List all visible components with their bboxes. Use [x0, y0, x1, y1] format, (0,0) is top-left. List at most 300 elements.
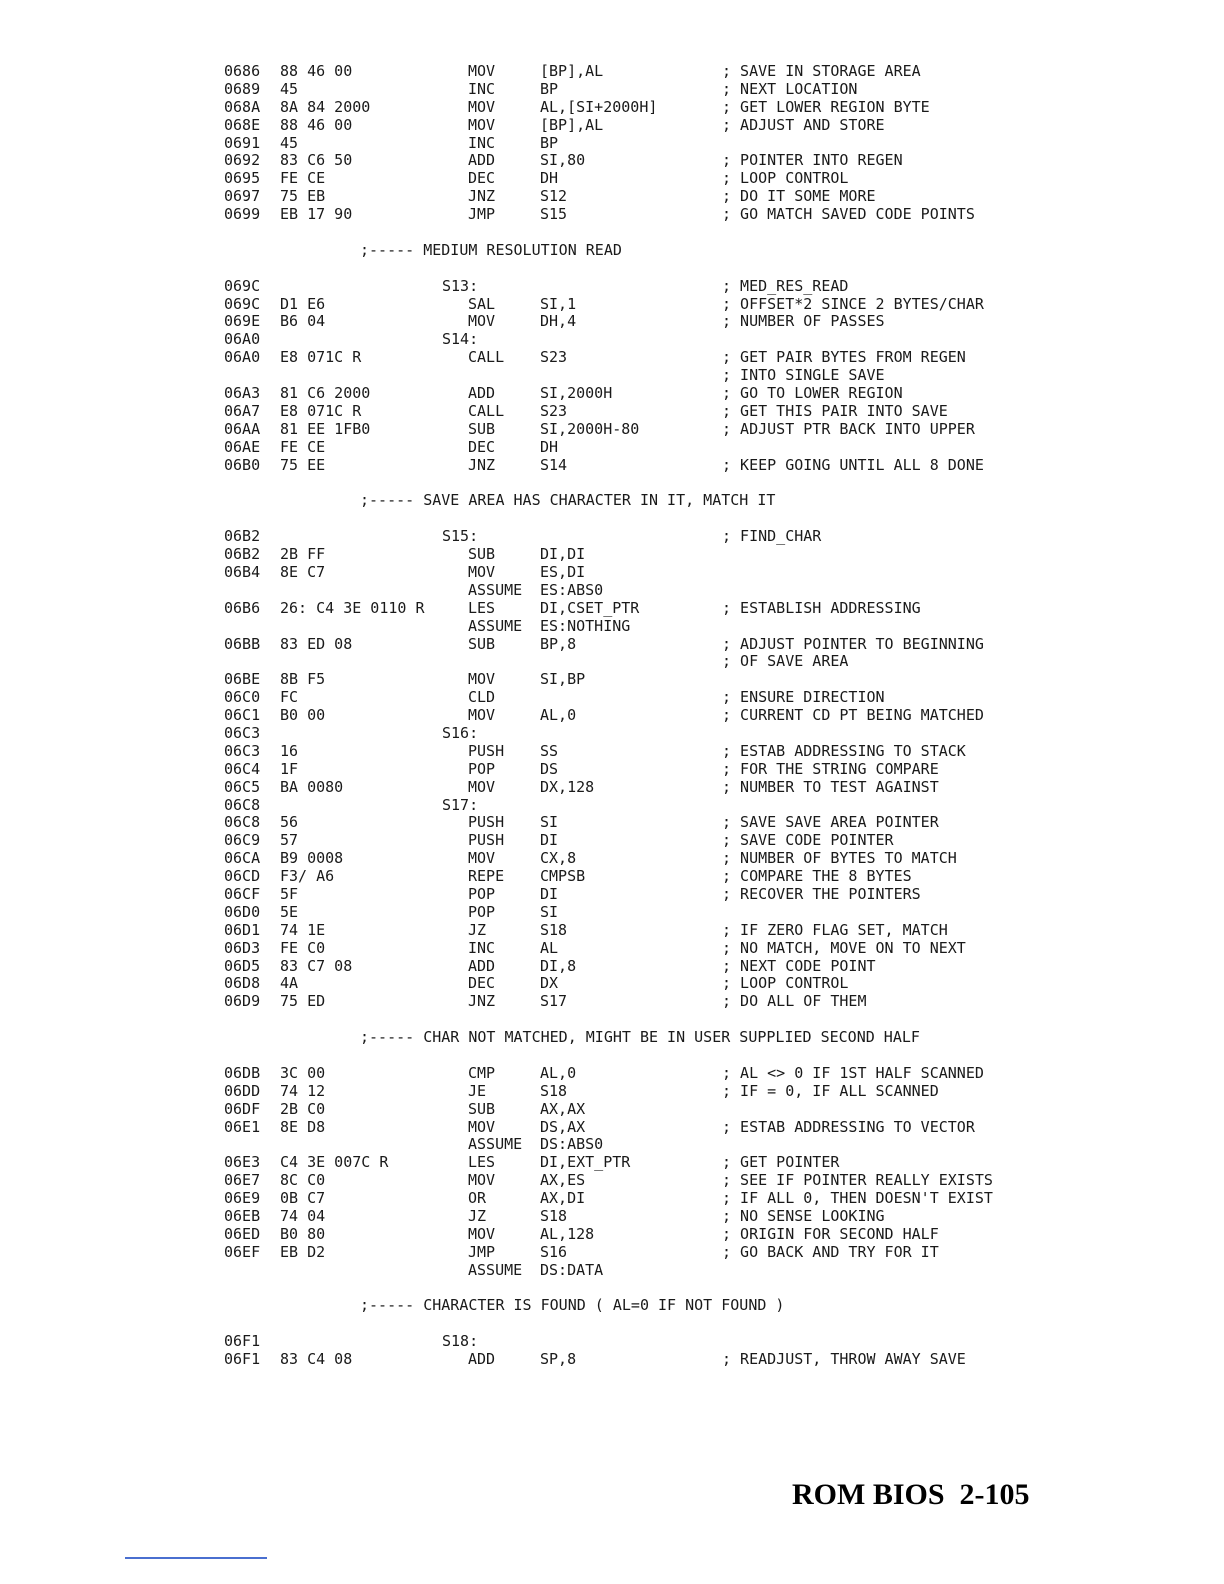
mnemonic: ASSUME — [468, 1260, 523, 1279]
mnemonic: CLD — [468, 688, 496, 707]
mnemonic: LES — [468, 598, 496, 617]
comment: ; POINTER INTO REGEN — [722, 151, 903, 170]
operands: DS — [540, 759, 559, 778]
blank-line — [224, 1280, 1004, 1298]
object-code: 5F — [280, 884, 299, 903]
code-line — [224, 349, 1004, 367]
address: 06CF — [224, 884, 261, 903]
operands: DX,128 — [540, 777, 595, 796]
code-line — [224, 653, 1004, 671]
object-code: 88 46 00 — [280, 62, 353, 80]
address: 06A3 — [224, 384, 261, 403]
address: 06BE — [224, 670, 261, 689]
code-line — [224, 278, 1004, 296]
section-header — [224, 492, 1004, 510]
comment: ; GET LOWER REGION BYTE — [722, 97, 930, 116]
operands: SI — [540, 902, 559, 921]
object-code: 74 12 — [280, 1081, 326, 1100]
code-line — [224, 81, 1004, 99]
address: 06B2 — [224, 527, 261, 546]
operands: BP — [540, 133, 559, 152]
mnemonic: ASSUME — [468, 580, 523, 599]
code-line — [224, 904, 1004, 922]
object-code: BA 0080 — [280, 777, 344, 796]
code-line — [224, 958, 1004, 976]
mnemonic: CMP — [468, 1063, 496, 1082]
code-line — [224, 367, 1004, 385]
code-line — [224, 1244, 1004, 1262]
operands: S12 — [540, 187, 568, 206]
operands: DI,8 — [540, 956, 577, 975]
blank-line — [224, 1047, 1004, 1065]
label: S16: — [442, 723, 479, 742]
operands: SI,2000H — [540, 384, 613, 403]
comment: ; GET THIS PAIR INTO SAVE — [722, 401, 948, 420]
object-code: 3C 00 — [280, 1063, 326, 1082]
object-code: 83 ED 08 — [280, 634, 353, 653]
object-code: E8 071C R — [280, 348, 362, 367]
address: 06CA — [224, 849, 261, 868]
mnemonic: LES — [468, 1153, 496, 1172]
code-line — [224, 135, 1004, 153]
operands: DI,DI — [540, 545, 586, 564]
section-title: ;----- CHARACTER IS FOUND ( AL=0 IF NOT FOUND ) — [360, 1296, 785, 1315]
operands: SI,BP — [540, 670, 586, 689]
blank-line — [224, 1011, 1004, 1029]
address: 06D3 — [224, 938, 261, 957]
object-code: 8B F5 — [280, 670, 326, 689]
object-code: 45 — [280, 133, 299, 152]
object-code: 2B FF — [280, 545, 326, 564]
address: 06C3 — [224, 723, 261, 742]
code-line — [224, 564, 1004, 582]
operands: S18 — [540, 1081, 568, 1100]
address: 06D8 — [224, 974, 261, 993]
object-code: 0B C7 — [280, 1189, 326, 1208]
object-code: C4 3E 007C R — [280, 1153, 389, 1172]
mnemonic: POP — [468, 884, 496, 903]
mnemonic: PUSH — [468, 813, 505, 832]
object-code: 4A — [280, 974, 299, 993]
code-line — [224, 1154, 1004, 1172]
code-line — [224, 188, 1004, 206]
address: 06ED — [224, 1224, 261, 1243]
code-line — [224, 779, 1004, 797]
section-title: ;----- SAVE AREA HAS CHARACTER IN IT, MATCH IT — [360, 491, 776, 510]
mnemonic: SUB — [468, 634, 496, 653]
comment: ; OF SAVE AREA — [722, 652, 849, 671]
object-code: 45 — [280, 79, 299, 98]
mnemonic: POP — [468, 902, 496, 921]
mnemonic: CALL — [468, 401, 505, 420]
operands: AL,128 — [540, 1224, 595, 1243]
address: 06DF — [224, 1099, 261, 1118]
object-code: 56 — [280, 813, 299, 832]
blank-line — [224, 474, 1004, 492]
code-line — [224, 1333, 1004, 1351]
code-line — [224, 868, 1004, 886]
address: 06D9 — [224, 992, 261, 1011]
operands: DS:DATA — [540, 1260, 604, 1279]
address: 06E7 — [224, 1171, 261, 1190]
code-line — [224, 1101, 1004, 1119]
operands: ES:NOTHING — [540, 616, 631, 635]
code-line — [224, 1065, 1004, 1083]
address: 068E — [224, 115, 261, 134]
operands: SP,8 — [540, 1350, 577, 1369]
operands: [BP],AL — [540, 62, 604, 80]
address: 06C4 — [224, 759, 261, 778]
object-code: 8E C7 — [280, 562, 326, 581]
comment: ; IF ZERO FLAG SET, MATCH — [722, 920, 948, 939]
mnemonic: ADD — [468, 1350, 496, 1369]
mnemonic: JNZ — [468, 455, 496, 474]
operands: SI,80 — [540, 151, 586, 170]
assembly-listing — [224, 63, 1004, 1369]
address: 06DD — [224, 1081, 261, 1100]
operands: DH — [540, 169, 559, 188]
operands: [BP],AL — [540, 115, 604, 134]
object-code: 88 46 00 — [280, 115, 353, 134]
object-code: 2B C0 — [280, 1099, 326, 1118]
comment: ; ESTABLISH ADDRESSING — [722, 598, 921, 617]
code-line — [224, 975, 1004, 993]
mnemonic: JMP — [468, 1242, 496, 1261]
address: 06E3 — [224, 1153, 261, 1172]
address: 0695 — [224, 169, 261, 188]
address: 06B0 — [224, 455, 261, 474]
comment: ; INTO SINGLE SAVE — [722, 366, 885, 385]
comment: ; ORIGIN FOR SECOND HALF — [722, 1224, 939, 1243]
mnemonic: JNZ — [468, 992, 496, 1011]
comment: ; FIND_CHAR — [722, 527, 822, 546]
comment: ; IF ALL 0, THEN DOESN'T EXIST — [722, 1189, 993, 1208]
operands: DI,EXT_PTR — [540, 1153, 631, 1172]
operands: AL,0 — [540, 706, 577, 725]
mnemonic: ADD — [468, 956, 496, 975]
object-code: 83 C7 08 — [280, 956, 353, 975]
comment: ; NUMBER TO TEST AGAINST — [722, 777, 939, 796]
object-code: 83 C6 50 — [280, 151, 353, 170]
address: 06E9 — [224, 1189, 261, 1208]
object-code: F3/ A6 — [280, 867, 335, 886]
comment: ; CURRENT CD PT BEING MATCHED — [722, 706, 984, 725]
operands: SI,2000H-80 — [540, 419, 640, 438]
code-line — [224, 385, 1004, 403]
mnemonic: SUB — [468, 419, 496, 438]
address: 06B2 — [224, 545, 261, 564]
comment: ; DO IT SOME MORE — [722, 187, 876, 206]
address: 06A0 — [224, 348, 261, 367]
comment: ; SAVE IN STORAGE AREA — [722, 62, 921, 80]
operands: DS:ABS0 — [540, 1135, 604, 1154]
object-code: 75 EB — [280, 187, 326, 206]
comment: ; AL <> 0 IF 1ST HALF SCANNED — [722, 1063, 984, 1082]
object-code: 75 ED — [280, 992, 326, 1011]
address: 06C1 — [224, 706, 261, 725]
object-code: D1 E6 — [280, 294, 326, 313]
blank-line — [224, 1315, 1004, 1333]
mnemonic: PUSH — [468, 741, 505, 760]
address: 06DB — [224, 1063, 261, 1082]
comment: ; LOOP CONTROL — [722, 169, 849, 188]
object-code: 8A 84 2000 — [280, 97, 371, 116]
comment: ; KEEP GOING UNTIL ALL 8 DONE — [722, 455, 984, 474]
comment: ; NO SENSE LOOKING — [722, 1207, 885, 1225]
code-line — [224, 403, 1004, 421]
code-line — [224, 1190, 1004, 1208]
mnemonic: ASSUME — [468, 616, 523, 635]
scan-edge-mark — [125, 1557, 267, 1559]
code-line — [224, 1226, 1004, 1244]
object-code: 5E — [280, 902, 299, 921]
code-line — [224, 296, 1004, 314]
mnemonic: MOV — [468, 777, 496, 796]
address: 0686 — [224, 62, 261, 80]
comment: ; GO BACK AND TRY FOR IT — [722, 1242, 939, 1261]
mnemonic: MOV — [468, 115, 496, 134]
mnemonic: ADD — [468, 384, 496, 403]
address: 0697 — [224, 187, 261, 206]
mnemonic: MOV — [468, 97, 496, 116]
mnemonic: ADD — [468, 151, 496, 170]
code-line — [224, 689, 1004, 707]
object-code: 8E D8 — [280, 1117, 326, 1136]
comment: ; ADJUST PTR BACK INTO UPPER — [722, 419, 975, 438]
operands: BP,8 — [540, 634, 577, 653]
code-line — [224, 743, 1004, 761]
address: 06D5 — [224, 956, 261, 975]
operands: AL — [540, 938, 559, 957]
operands: DH,4 — [540, 312, 577, 331]
section-header — [224, 1297, 1004, 1315]
page-footer: ROM BIOS 2-105 — [792, 1478, 1030, 1511]
address: 06B6 — [224, 598, 261, 617]
address: 0689 — [224, 79, 261, 98]
comment: ; COMPARE THE 8 BYTES — [722, 867, 912, 886]
operands: SS — [540, 741, 559, 760]
label: S17: — [442, 795, 479, 814]
object-code: 26: C4 3E 0110 R — [280, 598, 425, 617]
address: 06C9 — [224, 831, 261, 850]
comment: ; ENSURE DIRECTION — [722, 688, 885, 707]
address: 0692 — [224, 151, 261, 170]
operands: S14 — [540, 455, 568, 474]
object-code: FC — [280, 688, 299, 707]
address: 06BB — [224, 634, 261, 653]
comment: ; NEXT LOCATION — [722, 79, 858, 98]
object-code: B0 00 — [280, 706, 326, 725]
operands: S18 — [540, 1207, 568, 1225]
address: 069C — [224, 294, 261, 313]
object-code: FE CE — [280, 169, 326, 188]
code-line — [224, 582, 1004, 600]
object-code: FE C0 — [280, 938, 326, 957]
code-line — [224, 636, 1004, 654]
operands: DI — [540, 831, 559, 850]
comment: ; RECOVER THE POINTERS — [722, 884, 921, 903]
comment: ; READJUST, THROW AWAY SAVE — [722, 1350, 966, 1369]
comment: ; LOOP CONTROL — [722, 974, 849, 993]
mnemonic: JZ — [468, 920, 487, 939]
address: 06C5 — [224, 777, 261, 796]
section-title: ;----- MEDIUM RESOLUTION READ — [360, 240, 622, 259]
operands: DI,CSET_PTR — [540, 598, 640, 617]
object-code: 75 EE — [280, 455, 326, 474]
code-line — [224, 546, 1004, 564]
comment: ; NUMBER OF BYTES TO MATCH — [722, 849, 957, 868]
operands: DS,AX — [540, 1117, 586, 1136]
address: 069C — [224, 276, 261, 295]
operands: SI,1 — [540, 294, 577, 313]
code-line — [224, 63, 1004, 81]
mnemonic: MOV — [468, 849, 496, 868]
address: 06D0 — [224, 902, 261, 921]
object-code: EB 17 90 — [280, 205, 353, 224]
address: 06A0 — [224, 330, 261, 349]
code-line — [224, 814, 1004, 832]
code-line — [224, 331, 1004, 349]
operands: BP — [540, 79, 559, 98]
comment: ; ESTAB ADDRESSING TO VECTOR — [722, 1117, 975, 1136]
code-line — [224, 1208, 1004, 1226]
object-code: 81 C6 2000 — [280, 384, 371, 403]
address: 0699 — [224, 205, 261, 224]
mnemonic: JZ — [468, 1207, 487, 1225]
comment: ; GET PAIR BYTES FROM REGEN — [722, 348, 966, 367]
address: 068A — [224, 97, 261, 116]
object-code: 83 C4 08 — [280, 1350, 353, 1369]
operands: SI — [540, 813, 559, 832]
object-code: E8 071C R — [280, 401, 362, 420]
mnemonic: INC — [468, 133, 496, 152]
mnemonic: MOV — [468, 670, 496, 689]
comment: ; ESTAB ADDRESSING TO STACK — [722, 741, 966, 760]
mnemonic: JNZ — [468, 187, 496, 206]
mnemonic: MOV — [468, 562, 496, 581]
address: 06F1 — [224, 1350, 261, 1369]
operands: S17 — [540, 992, 568, 1011]
mnemonic: MOV — [468, 62, 496, 80]
section-title: ;----- CHAR NOT MATCHED, MIGHT BE IN USER SUPPLIED SECOND HALF — [360, 1028, 920, 1047]
section-header — [224, 242, 1004, 260]
object-code: 16 — [280, 741, 299, 760]
code-line — [224, 528, 1004, 546]
address: 06EB — [224, 1207, 261, 1225]
comment: ; NUMBER OF PASSES — [722, 312, 885, 331]
address: 0691 — [224, 133, 261, 152]
code-line — [224, 886, 1004, 904]
object-code: 57 — [280, 831, 299, 850]
address: 06E1 — [224, 1117, 261, 1136]
comment: ; GO MATCH SAVED CODE POINTS — [722, 205, 975, 224]
code-line — [224, 1172, 1004, 1190]
address: 06AE — [224, 437, 261, 456]
mnemonic: INC — [468, 79, 496, 98]
operands: CX,8 — [540, 849, 577, 868]
mnemonic: SAL — [468, 294, 496, 313]
mnemonic: MOV — [468, 706, 496, 725]
operands: DH — [540, 437, 559, 456]
object-code: B9 0008 — [280, 849, 344, 868]
label: S13: — [442, 276, 479, 295]
operands: DI — [540, 884, 559, 903]
code-line — [224, 600, 1004, 618]
mnemonic: JMP — [468, 205, 496, 224]
address: 06EF — [224, 1242, 261, 1261]
address: 06C0 — [224, 688, 261, 707]
mnemonic: MOV — [468, 1117, 496, 1136]
code-line — [224, 117, 1004, 135]
operands: AL,0 — [540, 1063, 577, 1082]
address: 06C8 — [224, 813, 261, 832]
mnemonic: PUSH — [468, 831, 505, 850]
operands: S23 — [540, 348, 568, 367]
code-line — [224, 850, 1004, 868]
code-line — [224, 313, 1004, 331]
mnemonic: MOV — [468, 1224, 496, 1243]
mnemonic: OR — [468, 1189, 487, 1208]
object-code: 8C C0 — [280, 1171, 326, 1190]
comment: ; ADJUST AND STORE — [722, 115, 885, 134]
mnemonic: JE — [468, 1081, 487, 1100]
code-line — [224, 761, 1004, 779]
operands: S18 — [540, 920, 568, 939]
code-line — [224, 725, 1004, 743]
code-line — [224, 1119, 1004, 1137]
address: 06A7 — [224, 401, 261, 420]
operands: S16 — [540, 1242, 568, 1261]
code-line — [224, 832, 1004, 850]
label: S15: — [442, 527, 479, 546]
address: 06CD — [224, 867, 261, 886]
comment: ; IF = 0, IF ALL SCANNED — [722, 1081, 939, 1100]
code-line — [224, 99, 1004, 117]
comment: ; NO MATCH, MOVE ON TO NEXT — [722, 938, 966, 957]
operands: CMPSB — [540, 867, 586, 886]
operands: ES:ABS0 — [540, 580, 604, 599]
operands: AX,AX — [540, 1099, 586, 1118]
label: S18: — [442, 1332, 479, 1351]
mnemonic: INC — [468, 938, 496, 957]
code-line — [224, 439, 1004, 457]
code-line — [224, 421, 1004, 439]
address: 06D1 — [224, 920, 261, 939]
operands: ES,DI — [540, 562, 586, 581]
mnemonic: POP — [468, 759, 496, 778]
address: 06C3 — [224, 741, 261, 760]
code-line — [224, 206, 1004, 224]
comment: ; MED_RES_READ — [722, 276, 849, 295]
mnemonic: CALL — [468, 348, 505, 367]
code-line — [224, 1083, 1004, 1101]
comment: ; ADJUST POINTER TO BEGINNING — [722, 634, 984, 653]
object-code: B0 80 — [280, 1224, 326, 1243]
object-code: EB D2 — [280, 1242, 326, 1261]
mnemonic: SUB — [468, 545, 496, 564]
mnemonic: DEC — [468, 974, 496, 993]
operands: S23 — [540, 401, 568, 420]
code-line — [224, 707, 1004, 725]
operands: AX,DI — [540, 1189, 586, 1208]
address: 06C8 — [224, 795, 261, 814]
comment: ; SAVE SAVE AREA POINTER — [722, 813, 939, 832]
blank-line — [224, 260, 1004, 278]
code-line — [224, 940, 1004, 958]
code-line — [224, 457, 1004, 475]
blank-line — [224, 510, 1004, 528]
mnemonic: MOV — [468, 1171, 496, 1190]
